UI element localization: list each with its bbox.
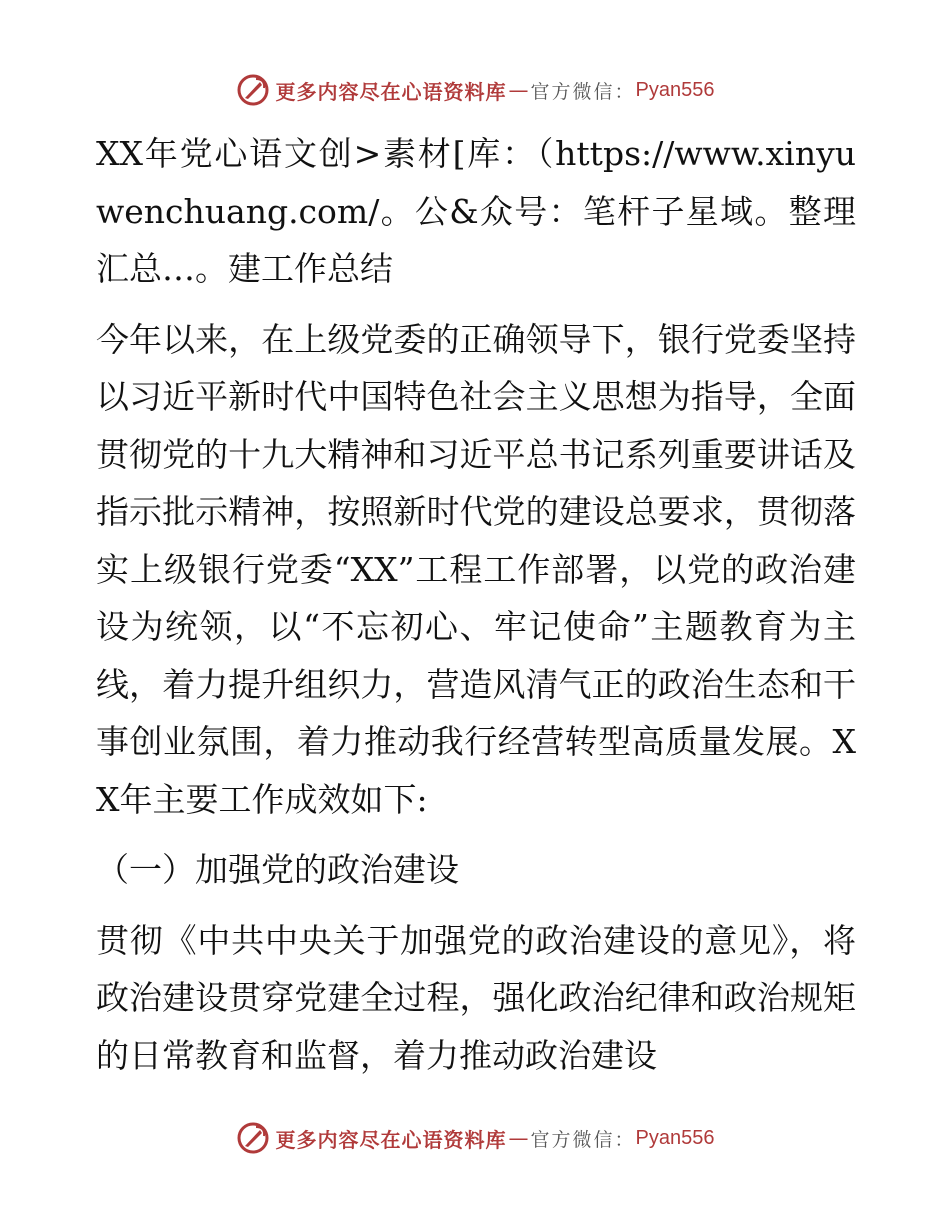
banner-wechat-id: Pyan556	[635, 78, 715, 101]
document-title-paragraph: XX年党心语文创>素材[库：（https://www.xinyuwenchuang.com/。公&众号：笔杆子星域。整理汇总…。建工作总结	[96, 134, 856, 288]
banner-separator: —	[508, 1126, 529, 1150]
banner-wechat-label: 官方微信：	[530, 1128, 636, 1151]
footer-watermark-banner	[0, 1118, 950, 1158]
header-watermark-banner	[0, 70, 950, 110]
banner-separator: —	[508, 78, 529, 102]
banner-main-text: 更多内容尽在心语资料库	[275, 79, 507, 104]
intro-paragraph: 今年以来，在上级党委的正确领导下，银行党委坚持以习近平新时代中国特色社会主义思想为指导，全面贯彻党的十九大精神和习近平总书记系列重要讲话及指示批示精神，按照新时代党的建设总要求，贯彻落实上级银行党委“XX”工程工作部署，以党的政治建设为统领，以“不忘初心、牢记使命”主题教育为主线，着力提升组织力，营造风清气正的政治生态和干事创业氛围，着力推动我行经营转型高质量发展。XX年主要工作成效如下:	[96, 319, 856, 819]
section-body-paragraph: 贯彻《中共中央关于加强党的政治建设的意见》，将政治建设贯穿党建全过程，强化政治纪律和政治规矩的日常教育和监督，着力推动政治建设	[96, 920, 856, 1075]
banner-wechat-label: 官方微信：	[530, 80, 636, 103]
banner-main-text: 更多内容尽在心语资料库	[275, 1127, 507, 1152]
section-heading: （一）加强党的政治建设	[96, 850, 459, 889]
feather-pen-circle-icon	[236, 73, 270, 107]
document-body	[96, 125, 856, 1084]
banner-wechat-id: Pyan556	[635, 1126, 715, 1149]
feather-pen-circle-icon	[236, 1121, 270, 1155]
